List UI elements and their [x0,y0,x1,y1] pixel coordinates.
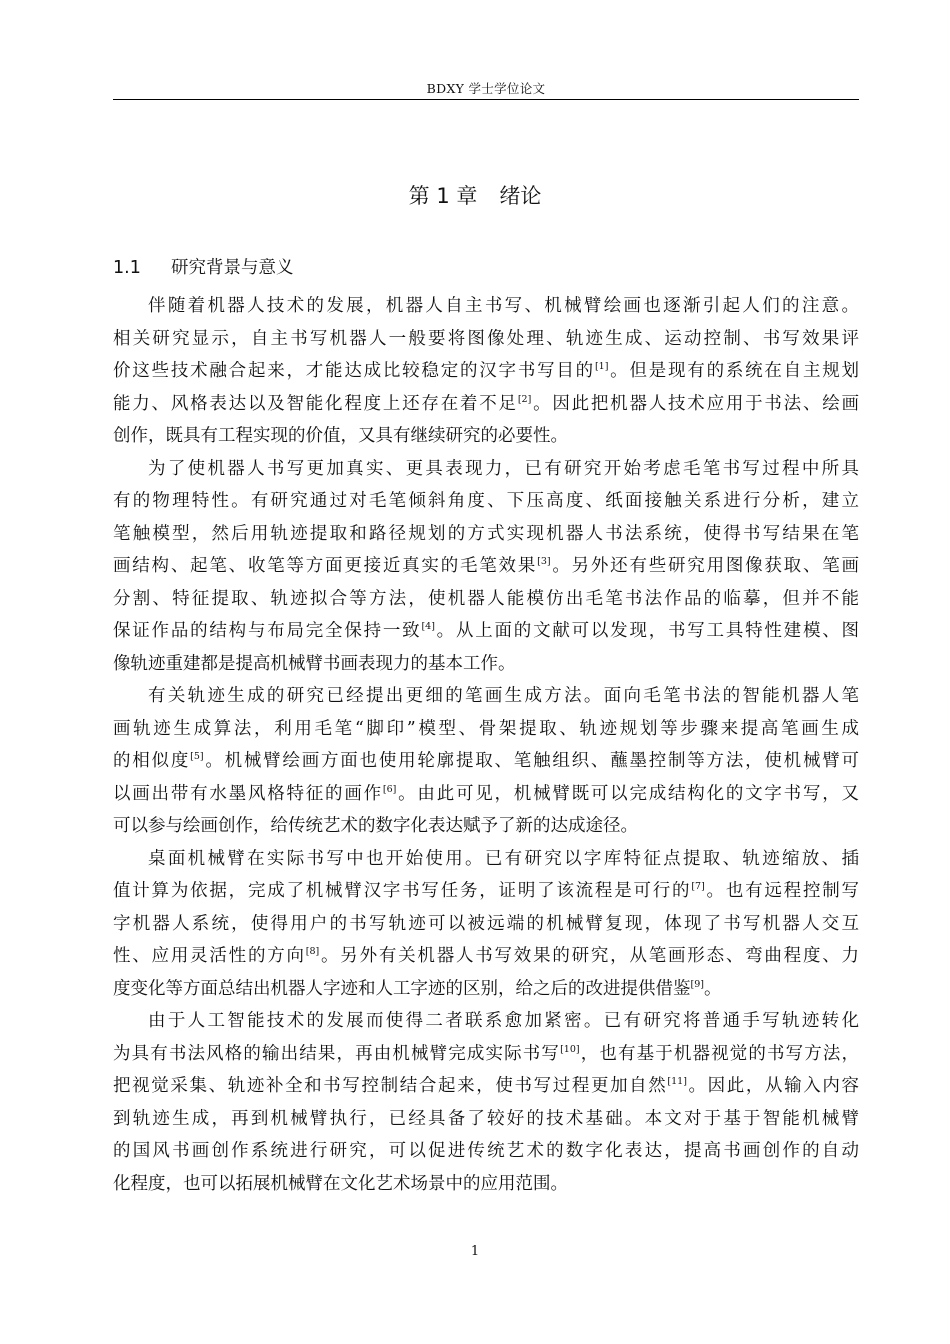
text-segment: 值计算为依据，完成了机械臂汉字书写任务，证明了该流程是可行的 [113,881,692,901]
citation-ref: [4] [421,621,435,632]
paragraph [113,843,859,1006]
running-header: BDXY 学士学位论文 [426,81,546,96]
text-segment: 字机器人系统，使得用户的书写轨迹可以被远端的机械臂复现，体现了书写机器人交互 [113,913,859,934]
section-title: 研究背景与意义 [171,258,294,278]
text-line [113,1038,859,1071]
text-segment: 。因此把机器人技术应用于书法、绘画 [531,393,859,414]
text-segment: 为了使机器人书写更加真实、更具表现力，已有研究开始考虑毛笔书写过程中所具 [148,458,859,479]
text-line [113,973,859,1006]
citation-ref: [2] [517,393,532,405]
text-line [113,583,859,616]
text-line [113,713,859,746]
text-segment: 价这些技术融合起来，才能达成比较稳定的汉字书写目的 [113,361,595,381]
page-number: 1 [470,1244,480,1259]
citation-ref: [10] [560,1043,580,1055]
text-line [113,875,859,908]
text-segment: 。也有远程控制写 [704,881,859,901]
text-segment: 度变化等方面总结出机器人字迹和人工字迹的区别，给之后的改进提供借鉴 [113,978,691,999]
text-line [113,1135,859,1168]
citation-ref: [7] [691,881,705,892]
text-line [113,843,859,876]
text-segment: 可以参与绘画创作，给传统艺术的数字化表达赋予了新的达成途径。 [113,816,638,836]
text-segment: 的相似度 [113,751,191,771]
body-text [113,290,859,1200]
text-segment: 创作，既具有工程实现的价值，又具有继续研究的必要性。 [113,426,568,446]
text-segment: 像轨迹重建都是提高机械臂书画表现力的基本工作。 [113,653,516,674]
text-line [113,323,859,356]
text-segment: 为具有书法风格的输出结果，再由机械臂完成实际书写 [113,1043,561,1064]
text-segment: 。从上面的文献可以发现，书写工具特性建模、图 [434,621,859,641]
text-line [113,550,859,583]
text-segment: 性、应用灵活性的方向 [113,946,306,966]
text-segment: 由于人工智能技术的发展而使得二者联系愈加紧密。已有研究将普通手写轨迹转化 [148,1011,859,1031]
header-rule [113,99,859,100]
text-line [113,518,859,551]
paragraph [113,680,859,843]
text-line [113,940,859,973]
citation-ref: [9] [690,978,704,990]
text-segment: 。另外还有些研究用图像获取、笔画 [550,556,859,576]
text-segment: 。由此可见，机械臂既可以完成结构化的文字书写，又 [396,783,859,804]
text-segment: 桌面机械臂在实际书写中也开始使用。已有研究以字库特征点提取、轨迹缩放、插 [148,848,859,869]
text-line [113,453,859,486]
text-line [113,680,859,713]
text-segment: 有的物理特性。有研究通过对毛笔倾斜角度、下压高度、纸面接触关系进行分析，建立 [113,491,859,511]
text-segment: 分割、特征提取、轨迹拟合等方法，使机器人能模仿出毛笔书法作品的临摹，但并不能 [113,588,859,609]
text-line [113,810,859,843]
text-segment: 。 [703,978,722,999]
paragraph [113,1005,859,1200]
text-line [113,1070,859,1103]
text-line [113,1103,859,1136]
text-segment: 相关研究显示，自主书写机器人一般要将图像处理、轨迹生成、运动控制、书写效果评 [113,328,859,349]
text-segment: 以画出带有水墨风格特征的画作 [113,783,383,804]
text-segment: 画轨迹生成算法，利用毛笔“脚印”模型、骨架提取、轨迹规划等步骤来提高笔画生成 [113,718,859,739]
text-segment: 保证作品的结构与布局完全保持一致 [113,621,422,641]
text-segment: 到轨迹生成，再到机械臂执行，已经具备了较好的技术基础。本文对于基于智能机械臂 [113,1108,859,1129]
paragraph [113,453,859,681]
chapter-heading [0,180,950,210]
citation-ref: [8] [305,946,320,957]
text-segment: 画结构、起笔、收笔等方面更接近真实的毛笔效果 [113,556,538,576]
text-segment: 能力、风格表达以及智能化程度上还存在着不足 [113,393,518,414]
citation-ref: [6] [382,783,397,795]
chapter-title: 绪论 [499,184,542,208]
paragraph [113,290,859,453]
text-segment: 的国风书画创作系统进行研究，可以促进传统艺术的数字化表达，提高书画创作的自动 [113,1141,859,1161]
text-line [113,778,859,811]
text-segment: 化程度，也可以拓展机械臂在文化艺术场景中的应用范围。 [113,1173,568,1194]
text-segment: 。因此，从输入内容 [686,1076,859,1096]
section-number: 1.1 [113,258,141,278]
text-segment: 笔触模型，然后用轨迹提取和路径规划的方式实现机器人书法系统，使得书写结果在笔 [113,523,859,544]
text-line [113,485,859,518]
text-line [113,745,859,778]
text-line [113,420,859,453]
text-line [113,388,859,421]
text-line [113,355,859,388]
citation-ref: [1] [594,361,609,372]
text-segment: ，也有基于机器视觉的书写方法， [579,1043,859,1064]
text-segment: 伴随着机器人技术的发展，机器人自主书写、机械臂绘画也逐渐引起人们的注意。 [148,296,859,316]
text-line [113,908,859,941]
citation-ref: [5] [190,751,204,762]
text-segment: 把视觉采集、轨迹补全和书写控制结合起来，使书写过程更加自然 [113,1076,668,1096]
text-line [113,1005,859,1038]
text-segment: 。另外有关机器人书写效果的研究，从笔画形态、弯曲程度、力 [319,946,859,966]
text-line [113,290,859,323]
text-segment: 。机械臂绘画方面也使用轮廓提取、笔触组织、蘸墨控制等方法，使机械臂可 [203,751,859,771]
text-line [113,615,859,648]
citation-ref: [11] [667,1076,687,1087]
text-line [113,1168,859,1201]
citation-ref: [3] [537,556,551,567]
text-segment: 。但是现有的系统在自主规划 [608,361,859,381]
text-line [113,648,859,681]
text-segment: 有关轨迹生成的研究已经提出更细的笔画生成方法。面向毛笔书法的智能机器人笔 [148,686,859,706]
chapter-number: 第 1 章 [408,184,478,208]
section-heading [113,254,294,279]
